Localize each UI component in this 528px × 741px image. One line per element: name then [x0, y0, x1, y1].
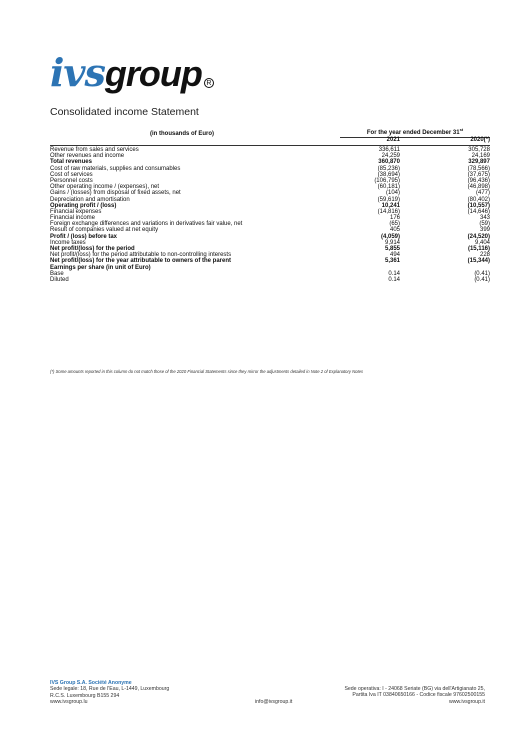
column-header-2020: 2020(*): [470, 137, 490, 143]
table-header: [50, 127, 490, 147]
period-label-text: For the year ended December 31: [366, 130, 460, 136]
row-value-2021: 494: [389, 252, 400, 259]
row-label: Cost of services: [50, 171, 93, 178]
row-value-2020: 9,404: [474, 239, 490, 246]
row-label: Other operating income / (expenses), net: [50, 184, 160, 191]
row-label: Cost of raw materials, supplies and consumables: [50, 165, 181, 172]
row-value-2021: (60,181): [377, 184, 400, 191]
row-value-2020: 329,897: [468, 159, 490, 166]
row-label: Personnel costs: [50, 177, 93, 184]
row-label: Net profit/(loss) for the year attributable to owners of the parent: [50, 258, 232, 265]
row-label: Revenue from sales and services: [50, 147, 139, 153]
table-body: [50, 147, 490, 283]
row-label: Operating profit / (loss): [50, 202, 117, 209]
row-value-2021: 5,361: [384, 258, 400, 265]
footer-website-lu[interactable]: www.ivsgroup.lu: [50, 699, 88, 706]
row-label: Financial expenses: [50, 208, 102, 215]
row-value-2021: 405: [389, 227, 400, 234]
row-value-2021: (65): [389, 221, 400, 228]
row-value-2020: 305,728: [468, 147, 490, 153]
footer-vat: Partita Iva IT 03840650166 - Codice fiscale 97602500155: [352, 692, 485, 699]
row-value-2020: (15,344): [467, 258, 490, 265]
row-value-2020: (37,675): [467, 171, 490, 178]
row-value-2021: 360,870: [378, 159, 400, 166]
row-value-2021: (104): [385, 190, 400, 197]
row-value-2020: (14,646): [467, 208, 490, 215]
row-label: Base: [50, 270, 64, 277]
row-value-2021: (59,619): [377, 196, 400, 203]
row-value-2021: 24,259: [381, 153, 400, 160]
row-value-2021: (38,694): [377, 171, 400, 178]
row-value-2020: (59): [479, 221, 490, 228]
row-value-2021: 0.14: [388, 276, 400, 283]
row-value-2021: (85,236): [377, 165, 400, 172]
footer-operative-address: Sede operativa: I - 24068 Seriate (BG) via dell'Artigianato 25,: [344, 686, 485, 692]
row-value-2020: (24,520): [467, 233, 490, 240]
header-divider: [50, 145, 490, 146]
row-value-2020: (78,566): [467, 165, 490, 172]
row-value-2021: (4,059): [380, 233, 400, 240]
period-label-sup: st: [459, 127, 464, 132]
row-value-2020: (0.41): [474, 270, 490, 277]
unit-label: (in thousands of Euro): [150, 131, 214, 137]
row-value-2021: (14,816): [377, 208, 400, 215]
row-value-2021: 5,855: [384, 246, 400, 252]
row-label: Financial income: [50, 215, 96, 222]
row-value-2021: 9,914: [384, 239, 400, 246]
row-label: Gains / (losses) from disposal of fixed assets, net: [50, 190, 181, 197]
row-label: Income taxes: [50, 239, 86, 246]
footnote: (*) Some amounts reported in this column do not match those of the 2020 Financial Statements since they mirror the adjustments detailed in Note 2 of Explanatory Notes: [50, 369, 364, 374]
footer-address: Sede legale: 18, Rue de l'Eau, L-1449, Luxembourg: [50, 686, 170, 693]
row-value-2020: 228: [479, 252, 490, 259]
ivs-group-logo: [50, 50, 214, 95]
row-value-2020: (15,116): [467, 246, 490, 252]
logo-ivs-text: ivs: [50, 50, 105, 95]
row-label: Diluted: [50, 276, 69, 283]
row-value-2020: (80,402): [467, 196, 490, 203]
logo-group-text: group: [104, 53, 202, 94]
row-value-2020: 399: [479, 227, 490, 234]
row-label: Total revenues: [50, 159, 92, 166]
row-value-2020: 343: [479, 215, 490, 222]
footer-left: [50, 680, 169, 706]
registered-mark-icon: R: [204, 78, 214, 88]
row-label: Foreign exchange differences and variations in derivatives fair value, net: [50, 221, 243, 228]
footer-company: IVS Group S.A. Société Anonyme: [50, 680, 132, 686]
row-value-2020: (477): [475, 190, 490, 197]
row-label: Net profit/(loss) for the period attributable to non-controlling interests: [50, 252, 232, 259]
footer-website-it[interactable]: www.ivsgroup.it: [448, 698, 485, 705]
row-label: Other revenues and income: [50, 153, 125, 160]
row-label: Net profit/(loss) for the period: [50, 246, 135, 252]
table-row: [50, 277, 490, 283]
row-value-2020: 24,169: [471, 153, 490, 160]
row-label: Result of companies valued at net equity: [50, 227, 159, 234]
row-value-2021: 0.14: [388, 270, 400, 277]
row-value-2021: 176: [389, 215, 400, 222]
page-title: Consolidated income Statement: [50, 106, 199, 118]
row-value-2021: 336,611: [378, 147, 400, 153]
row-value-2020: (96,436): [467, 177, 490, 184]
footer-email[interactable]: info@ivsgroup.it: [255, 699, 293, 705]
footer-rcs: R.C.S. Luxembourg B155 294: [50, 692, 120, 699]
row-label: Profit / (loss) before tax: [50, 233, 118, 240]
row-value-2020: (46,898): [467, 184, 490, 191]
row-value-2020: (10,557): [467, 202, 490, 209]
row-value-2021: 10,241: [381, 202, 400, 209]
row-label: Depreciation and amortisation: [50, 196, 130, 203]
row-value-2020: (0.41): [474, 276, 490, 283]
income-statement-table: [50, 127, 490, 283]
row-value-2021: (106,795): [374, 177, 400, 184]
column-header-2021: 2021: [386, 137, 400, 143]
row-label: Earnings per share (in unit of Euro): [50, 264, 151, 271]
footer-right: [310, 686, 485, 705]
